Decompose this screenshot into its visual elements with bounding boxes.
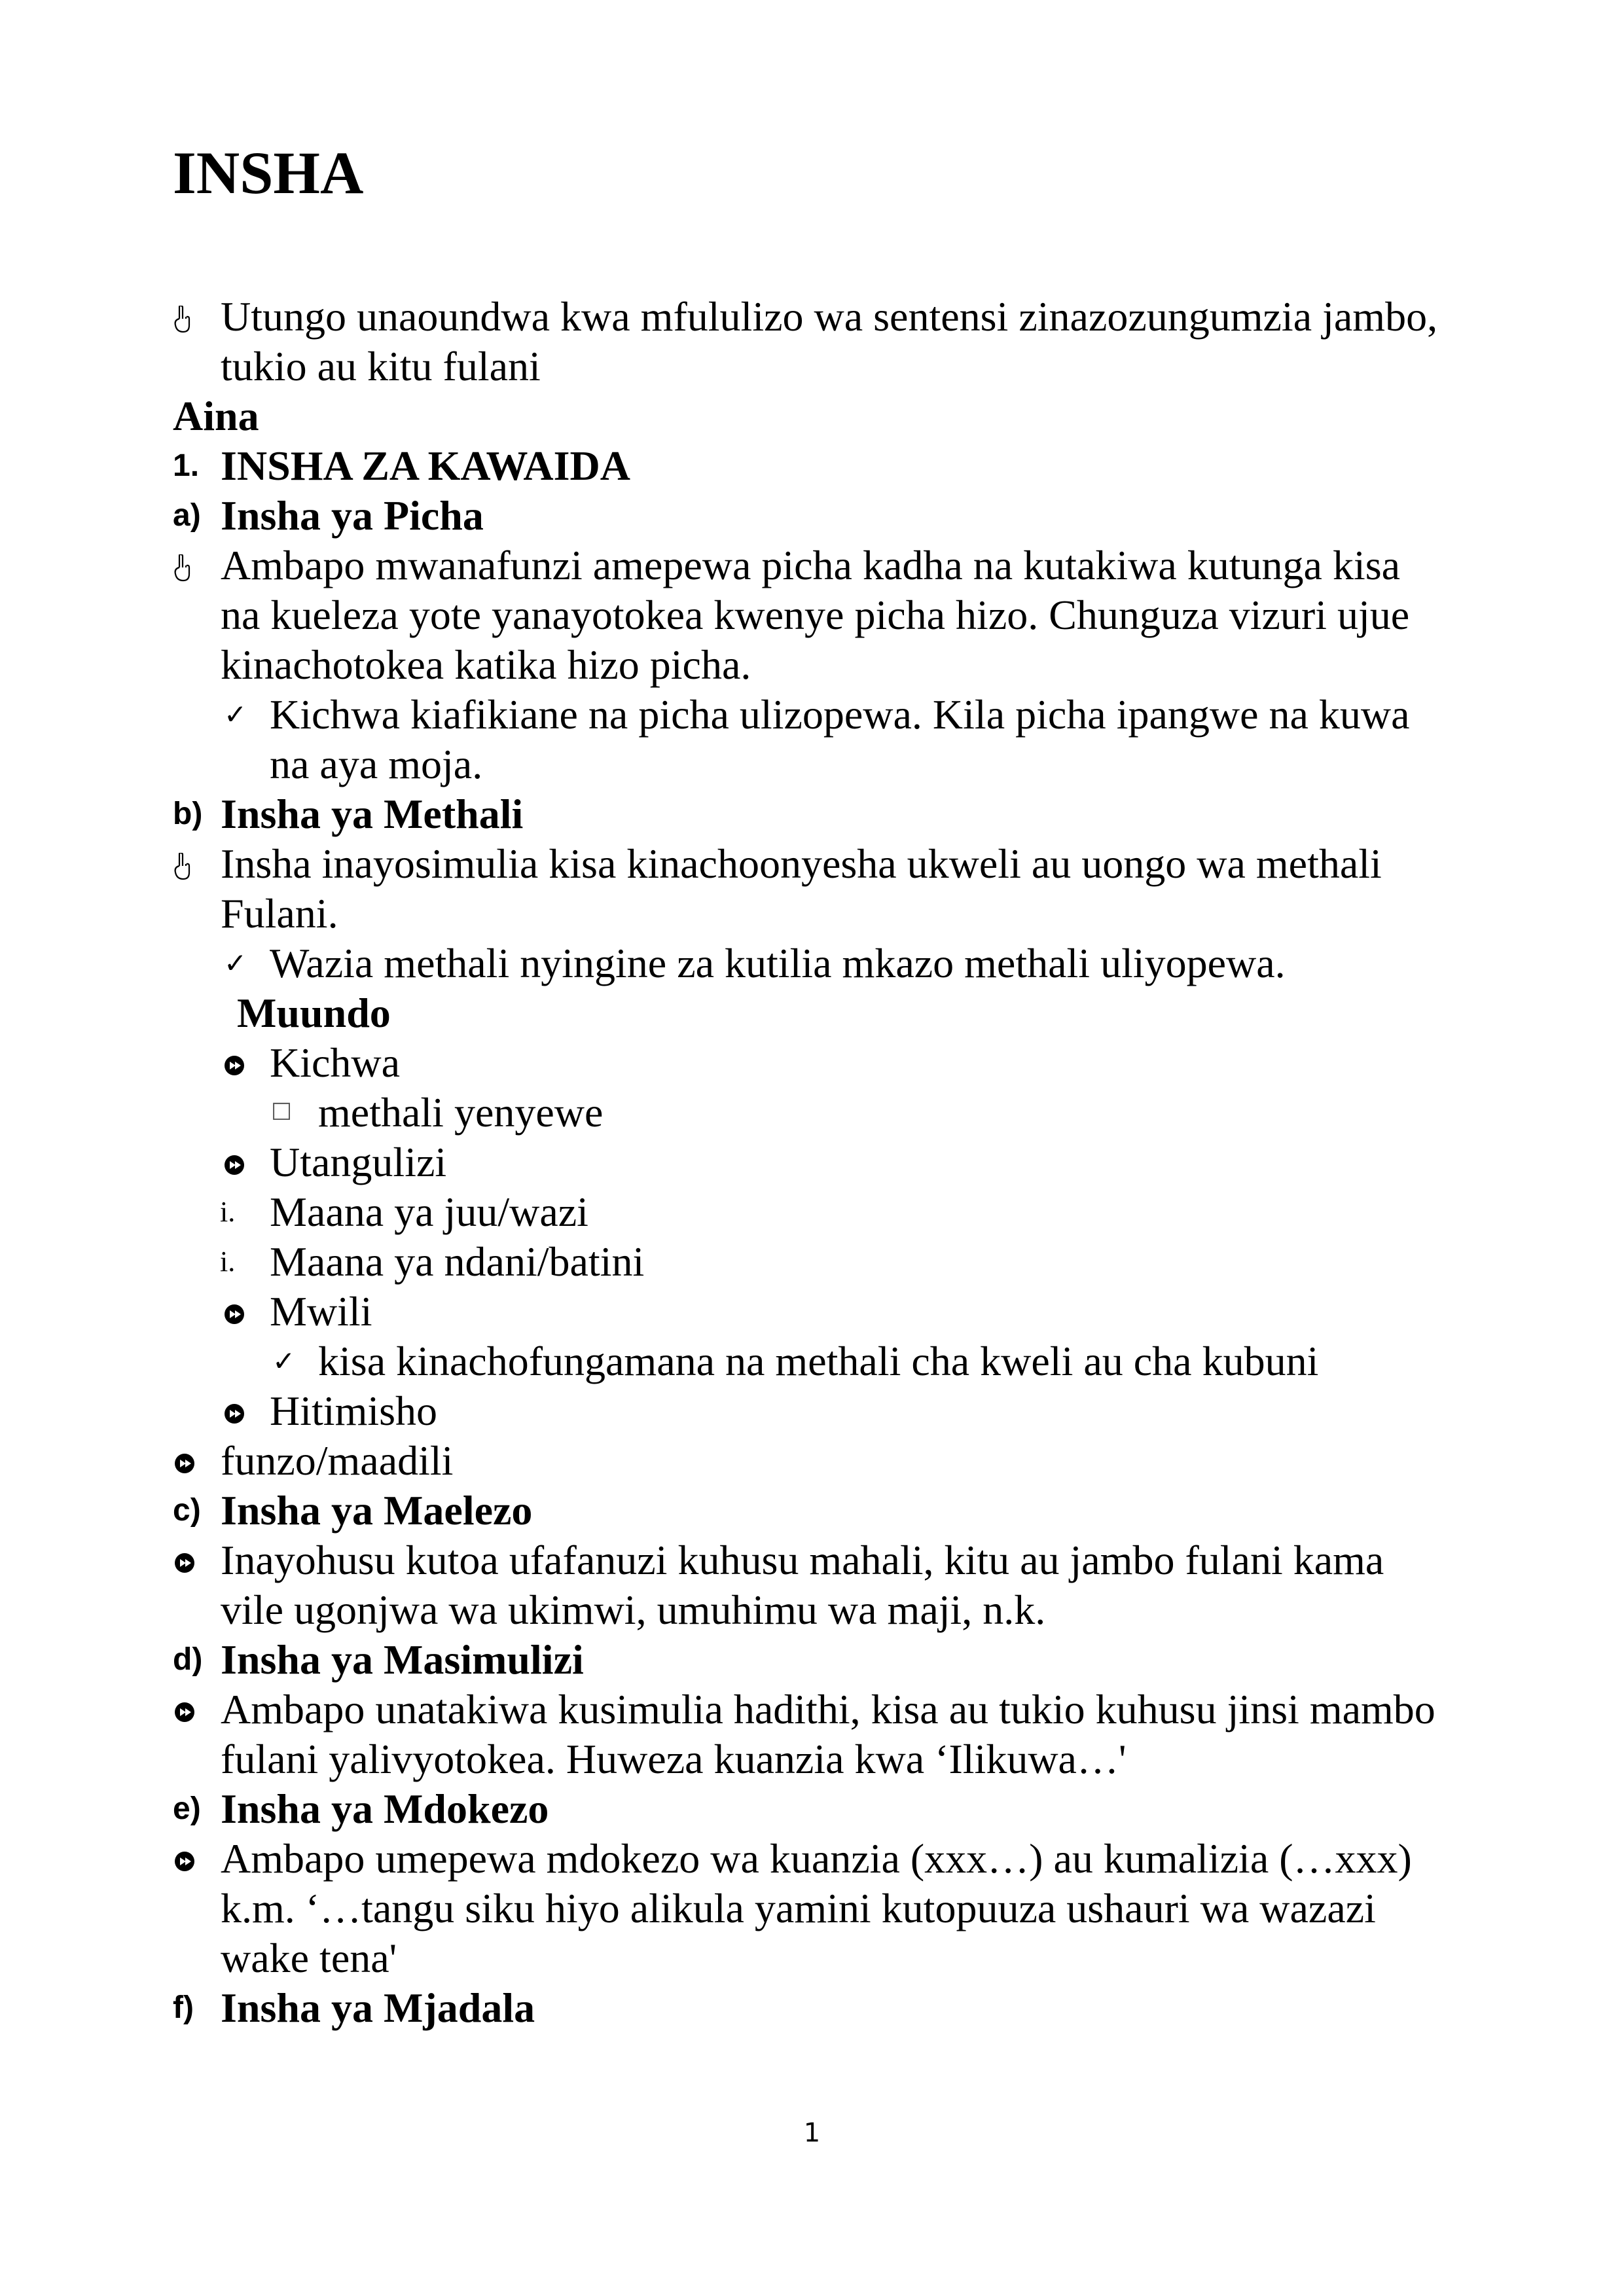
subsection-label: b) (173, 797, 203, 831)
page-number: 1 (803, 2118, 821, 2148)
subsection-title: Insha ya Picha (221, 492, 484, 539)
subsection-label: d) (173, 1642, 203, 1677)
pointing-hand-icon (171, 541, 191, 590)
section-title: INSHA ZA KAWAIDA (221, 442, 630, 489)
subsection-label: e) (173, 1791, 201, 1826)
checkmark-icon: ✓ (272, 1345, 296, 1377)
circled-arrow-bullet-icon (223, 1287, 246, 1336)
circled-arrow-bullet-icon (173, 1535, 196, 1585)
section-number: 1. (173, 448, 200, 483)
subsection-title: Insha ya Mjadala (221, 1984, 535, 2031)
roman-numeral: i. (220, 1246, 236, 1278)
circled-arrow-bullet-icon (223, 1386, 246, 1436)
definition-text-1: Utungo unaoundwa kwa mfululizo wa sentensi zinazozungumzia jambo, (221, 293, 1438, 340)
subsection-label: c) (173, 1493, 201, 1528)
subsection-label: a) (173, 498, 201, 533)
empty-box-icon: ☐ (271, 1099, 293, 1126)
circled-arrow-bullet-icon (173, 1834, 196, 1884)
circled-arrow-bullet-icon (223, 1138, 246, 1187)
definition-text-2: tukio au kitu fulani (221, 343, 541, 389)
subsection-title: Insha ya Maelezo (221, 1487, 533, 1534)
checkmark-icon: ✓ (224, 947, 247, 979)
document-page: INSHA Utungo unaoundwa kwa mfululizo wa sentensi zinazozungumzia jambo, tukio au kitu fulani Aina 1. INSHA ZA KAWAIDA a) Insha ya Picha Ambapo mwanafunzi amepewa picha kadha na kutakiwa kutunga kisa na kueleza yote yanayotokea kwenye picha hizo. Chunguza vizuri ujue kinachotokea katika hizo picha. ✓ Kichwa kiafikiane na picha ulizopewa. Kila picha ipangwe na kuwa na aya moja. b) Insha ya Methali Insha inayosimulia kisa kinachoonyesha ukweli au uongo wa methali Fulani. ✓ Wazia methali nyingine za kutilia mkazo methali uliyopewa. Muundo Kichwa ☐ methali yenyewe Utangulizi i. Maana ya juu/wazi i. Maana ya ndani/batini Mwili ✓ kisa kinachofungamana na methali cha kweli au cha kubuni Hitimisho funzo/maadili c) Insha ya Maelezo Inayohusu kutoa ufafanuzi kuhusu mahali, kitu au jambo fulani kama vile ugonjwa wa ukimwi, umuhimu wa maji, n.k. d) Insha ya Masimulizi Ambapo unatakiwa kusimulia hadithi, kisa au tukio kuhusu jinsi mambo fulani yalivyotokea. Huweza kuanzia kwa ‘Ilikuwa…' e) Insha ya Mdokezo Ambapo umepewa mdokezo wa kuanzia (xxx…) au kumalizia (…xxx) k.m. ‘…tangu siku hiyo alikula yamini kutopuuza ushauri wa wazazi wake tena' f) Insha ya Mjadala 1 (0, 0, 1624, 2296)
circled-arrow-bullet-icon (173, 1436, 196, 1486)
subsection-title: Insha ya Masimulizi (221, 1636, 584, 1683)
pointing-hand-icon (171, 839, 191, 889)
checkmark-icon: ✓ (224, 698, 247, 730)
subsection-title: Insha ya Methali (221, 791, 524, 837)
pointing-hand-icon (171, 292, 191, 342)
page-title: INSHA (173, 139, 364, 206)
circled-arrow-bullet-icon (173, 1685, 196, 1734)
subsection-title: Insha ya Mdokezo (221, 1785, 549, 1832)
circled-arrow-bullet-icon (223, 1038, 246, 1088)
subsection-label: f) (173, 1990, 194, 2025)
roman-numeral: i. (220, 1196, 236, 1228)
